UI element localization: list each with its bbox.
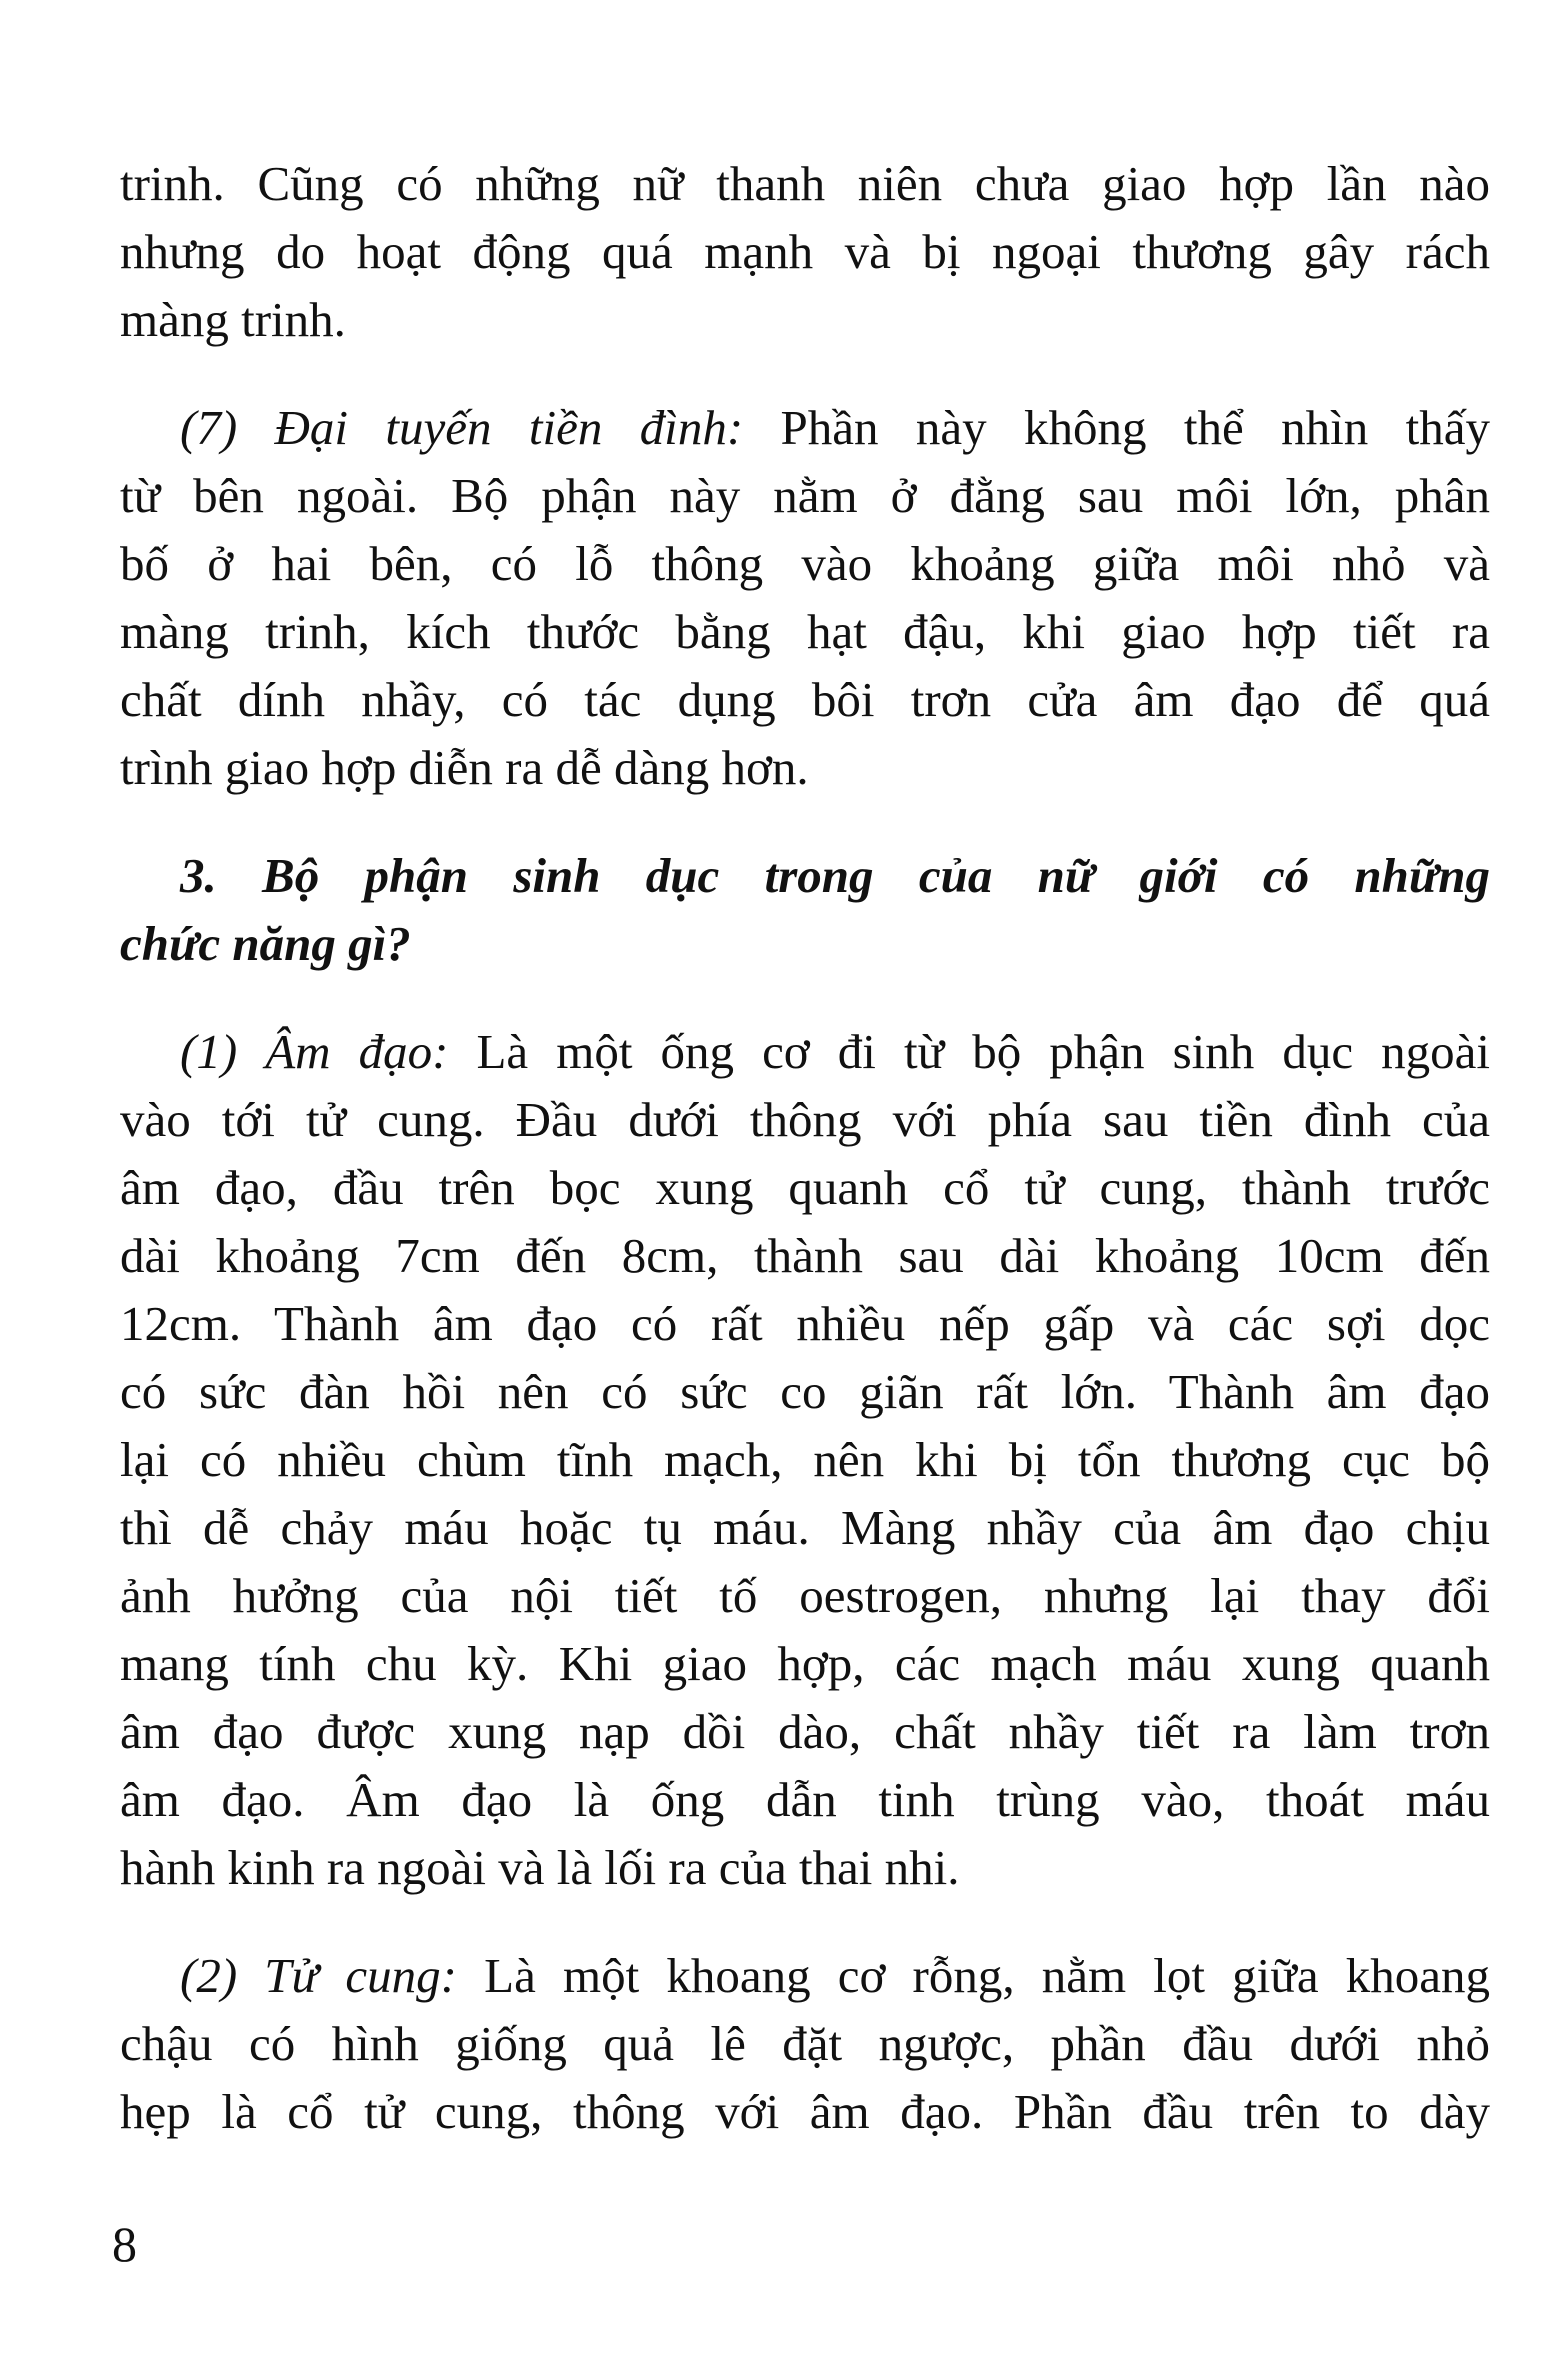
text-line	[120, 394, 1490, 462]
paragraph-dai-tuyen-tien-dinh	[120, 394, 1490, 802]
text-line: có sức đàn hồi nên có sức co giãn rất lớn. Thành âm đạo	[120, 1364, 1490, 1419]
term-label: (1) Âm đạo:	[180, 1024, 449, 1079]
text-line: hành kinh ra ngoài và là lối ra của thai nhi.	[120, 1840, 960, 1895]
paragraph-continuation	[120, 150, 1490, 354]
text-span: Là một ống cơ đi từ bộ phận sinh dục ngoài	[448, 1024, 1490, 1079]
text-line: chất dính nhầy, có tác dụng bôi trơn cửa âm đạo để quá	[120, 672, 1490, 727]
text-line	[120, 1018, 1490, 1086]
heading-line: chức năng gì?	[120, 916, 411, 971]
paragraph-am-dao	[120, 1018, 1490, 1902]
text-line: ảnh hưởng của nội tiết tố oestrogen, nhưng lại thay đổi	[120, 1568, 1490, 1623]
text-line: dài khoảng 7cm đến 8cm, thành sau dài khoảng 10cm đến	[120, 1228, 1490, 1283]
text-line: trình giao hợp diễn ra dễ dàng hơn.	[120, 740, 809, 795]
text-line: từ bên ngoài. Bộ phận này nằm ở đằng sau môi lớn, phân	[120, 468, 1490, 523]
text-line: âm đạo, đầu trên bọc xung quanh cổ tử cung, thành trước	[120, 1160, 1490, 1215]
text-line: vào tới tử cung. Đầu dưới thông với phía sau tiền đình của	[120, 1092, 1490, 1147]
text-line: nhưng do hoạt động quá mạnh và bị ngoại thương gây rách	[120, 224, 1490, 279]
text-line: chậu có hình giống quả lê đặt ngược, phần đầu dưới nhỏ	[120, 2016, 1490, 2071]
text-line: lại có nhiều chùm tĩnh mạch, nên khi bị tổn thương cục bộ	[120, 1432, 1490, 1487]
text-line: thì dễ chảy máu hoặc tụ máu. Màng nhầy của âm đạo chịu	[120, 1500, 1490, 1555]
text-line: bố ở hai bên, có lỗ thông vào khoảng giữa môi nhỏ và	[120, 536, 1490, 591]
term-label: (2) Tử cung:	[180, 1948, 457, 2003]
page-number: 8	[112, 2216, 137, 2272]
term-label: (7) Đại tuyến tiền đình:	[180, 400, 744, 455]
text-line	[120, 1942, 1490, 2010]
text-span: Là một khoang cơ rỗng, nằm lọt giữa khoang	[456, 1948, 1490, 2003]
text-line: 12cm. Thành âm đạo có rất nhiều nếp gấp và các sợi dọc	[120, 1296, 1490, 1351]
heading-line: 3. Bộ phận sinh dục trong của nữ giới có những	[180, 848, 1490, 903]
text-line: mang tính chu kỳ. Khi giao hợp, các mạch máu xung quanh	[120, 1636, 1490, 1691]
text-span: Phần này không thể nhìn thấy	[743, 400, 1490, 455]
page-body	[120, 150, 1490, 2186]
paragraph-tu-cung	[120, 1942, 1490, 2146]
text-line: màng trinh, kích thước bằng hạt đậu, khi giao hợp tiết ra	[120, 604, 1490, 659]
text-line: hẹp là cổ tử cung, thông với âm đạo. Phần đầu trên to dày	[120, 2084, 1490, 2139]
section-heading-question-3	[120, 842, 1490, 978]
text-line: âm đạo. Âm đạo là ống dẫn tinh trùng vào, thoát máu	[120, 1772, 1490, 1827]
text-line: màng trinh.	[120, 292, 346, 347]
text-line: âm đạo được xung nạp dồi dào, chất nhầy tiết ra làm trơn	[120, 1704, 1490, 1759]
text-line: trinh. Cũng có những nữ thanh niên chưa giao hợp lần nào	[120, 156, 1490, 211]
